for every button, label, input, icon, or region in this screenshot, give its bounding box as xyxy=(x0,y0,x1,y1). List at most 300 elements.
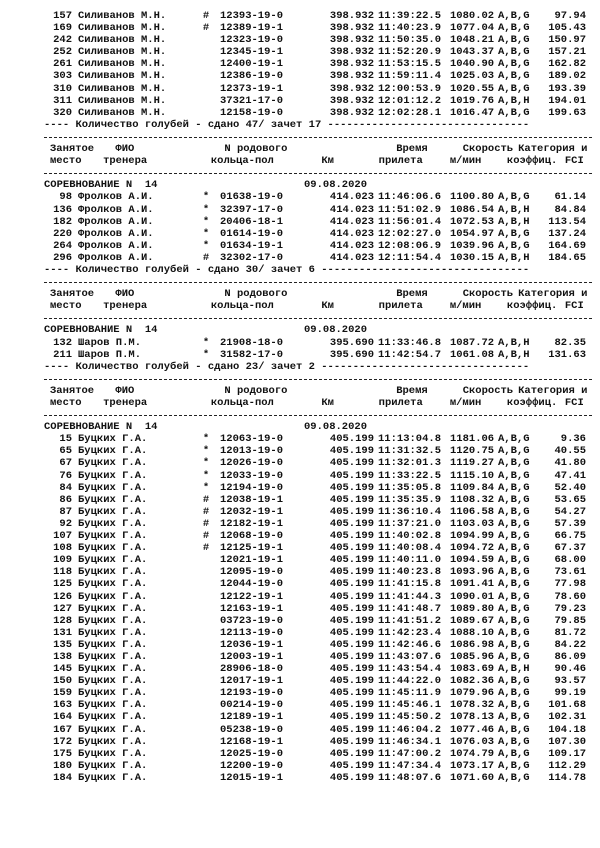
place: 107 xyxy=(53,530,72,543)
distance-km: 405.199 xyxy=(329,699,374,712)
column-header-line-1 xyxy=(44,143,592,155)
mark: # xyxy=(202,530,210,543)
arrival-time: 11:37:21.0 xyxy=(378,517,442,530)
category: A,B,G xyxy=(498,445,530,458)
ring-number: 12015-19-1 xyxy=(220,771,284,784)
speed: 1108.32 xyxy=(450,493,495,506)
distance-km: 414.023 xyxy=(329,227,374,240)
category: A,B,H xyxy=(498,215,530,228)
ring-number: 12122-19-1 xyxy=(220,590,284,603)
header-label: кольца-пол xyxy=(210,397,274,409)
ring-number: 12168-19-1 xyxy=(220,735,284,748)
coefficient: 193.39 xyxy=(548,82,586,95)
coefficient: 107.30 xyxy=(548,735,586,748)
place: 252 xyxy=(53,46,72,59)
header-label: Скорость xyxy=(462,143,514,156)
speed: 1181.06 xyxy=(450,433,495,446)
results-document xyxy=(44,10,592,784)
place: 303 xyxy=(53,70,72,83)
place: 132 xyxy=(53,336,72,349)
coefficient: 97.94 xyxy=(554,10,586,22)
arrival-time: 11:45:50.2 xyxy=(378,711,442,724)
speed: 1088.10 xyxy=(450,626,495,639)
table-row xyxy=(44,433,592,445)
distance-km: 398.932 xyxy=(329,34,374,47)
arrival-time: 12:01:12.2 xyxy=(378,94,442,107)
count-summary: ---- Количество голубей - сдано 47/ зачет 17 -------------------------------- xyxy=(44,118,530,131)
trainer-name: Буцких Г.А. xyxy=(78,675,148,688)
ring-number: 32397-17-0 xyxy=(220,203,284,216)
speed: 1090.01 xyxy=(450,590,495,603)
category: A,B,G xyxy=(498,566,530,579)
distance-km: 405.199 xyxy=(329,542,374,555)
ring-number: 12163-19-1 xyxy=(220,602,284,615)
dashed-rule xyxy=(44,131,592,143)
distance-km: 405.199 xyxy=(329,735,374,748)
arrival-time: 11:41:51.2 xyxy=(378,614,442,627)
category: A,B,G xyxy=(498,747,530,760)
mark xyxy=(196,83,216,95)
table-row xyxy=(44,566,592,578)
mark: # xyxy=(202,542,210,555)
trainer-name: Силиванов М.Н. xyxy=(78,106,167,119)
trainer-name: Буцких Г.А. xyxy=(78,493,148,506)
table-row xyxy=(44,470,592,482)
coefficient: 66.75 xyxy=(554,530,586,543)
speed: 1020.55 xyxy=(450,82,495,95)
trainer-name: Буцких Г.А. xyxy=(78,699,148,712)
header-label: Время xyxy=(396,143,428,156)
trainer-name: Фролков А.И. xyxy=(78,215,154,228)
table-row xyxy=(44,204,592,216)
table-row xyxy=(44,34,592,46)
table-row xyxy=(44,95,592,107)
speed: 1025.03 xyxy=(450,70,495,83)
trainer-name: Буцких Г.А. xyxy=(78,566,148,579)
arrival-time: 11:41:15.8 xyxy=(378,578,442,591)
trainer-name: Фролков А.И. xyxy=(78,239,154,252)
distance-km: 398.932 xyxy=(329,22,374,35)
arrival-time: 11:46:34.1 xyxy=(378,735,442,748)
mark: * xyxy=(202,227,210,240)
arrival-time: 11:35:05.8 xyxy=(378,481,442,494)
table-row xyxy=(44,22,592,34)
trainer-name: Буцких Г.А. xyxy=(78,578,148,591)
place: 92 xyxy=(59,517,72,530)
coefficient: 86.09 xyxy=(554,650,586,663)
coefficient: 164.69 xyxy=(548,239,586,252)
coefficient: 157.21 xyxy=(548,46,586,59)
speed: 1120.75 xyxy=(450,445,495,458)
place: 311 xyxy=(53,94,72,107)
table-row xyxy=(44,518,592,530)
ring-number: 12400-19-1 xyxy=(220,58,284,71)
distance-km: 405.199 xyxy=(329,530,374,543)
trainer-name: Буцких Г.А. xyxy=(78,602,148,615)
coefficient: 61.14 xyxy=(554,191,586,204)
table-row xyxy=(44,736,592,748)
speed: 1085.96 xyxy=(450,650,495,663)
ring-number: 12373-19-1 xyxy=(220,82,284,95)
arrival-time: 11:51:02.9 xyxy=(378,203,442,216)
table-row xyxy=(44,615,592,627)
category: A,B,G xyxy=(498,759,530,772)
coefficient: 114.78 xyxy=(548,771,586,784)
table-row xyxy=(44,639,592,651)
ring-number: 01614-19-0 xyxy=(220,227,284,240)
coefficient: 47.41 xyxy=(554,469,586,482)
category: A,B,H xyxy=(498,203,530,216)
header-label: коэффиц. xyxy=(506,155,558,168)
speed: 1089.67 xyxy=(450,614,495,627)
trainer-name: Силиванов М.Н. xyxy=(78,10,167,22)
category: A,B,G xyxy=(498,239,530,252)
speed: 1093.96 xyxy=(450,566,495,579)
arrival-time: 11:36:10.4 xyxy=(378,505,442,518)
header-label: Категория и xyxy=(518,384,588,397)
trainer-name: Силиванов М.Н. xyxy=(78,94,167,107)
distance-km: 405.199 xyxy=(329,457,374,470)
distance-km: 405.199 xyxy=(329,469,374,482)
header-label: место xyxy=(50,300,82,313)
mark xyxy=(196,699,216,711)
mark xyxy=(196,34,216,46)
distance-km: 405.199 xyxy=(329,578,374,591)
distance-km: 405.199 xyxy=(329,663,374,676)
mark xyxy=(196,554,216,566)
distance-km: 398.932 xyxy=(329,46,374,59)
category: A,B,G xyxy=(498,191,530,204)
mark: # xyxy=(202,517,210,530)
ring-number: 12194-19-0 xyxy=(220,481,284,494)
category: A,B,G xyxy=(498,723,530,736)
coefficient: 102.31 xyxy=(548,711,586,724)
trainer-name: Буцких Г.А. xyxy=(78,747,148,760)
column-header-line-1 xyxy=(44,288,592,300)
place: 118 xyxy=(53,566,72,579)
ring-number: 12044-19-0 xyxy=(220,578,284,591)
arrival-time: 11:47:34.4 xyxy=(378,759,442,772)
coefficient: 101.68 xyxy=(548,699,586,712)
category: A,B,G xyxy=(498,675,530,688)
mark: # xyxy=(202,251,210,264)
ring-number: 12013-19-0 xyxy=(220,445,284,458)
coefficient: 73.61 xyxy=(554,566,586,579)
coefficient: 90.46 xyxy=(554,663,586,676)
category: A,B,G xyxy=(498,542,530,555)
competition-date: 09.08.2020 xyxy=(304,421,368,434)
distance-km: 398.932 xyxy=(329,70,374,83)
header-label: тренера xyxy=(103,155,148,168)
table-row xyxy=(44,337,592,349)
coefficient: 184.65 xyxy=(548,251,586,264)
category: A,B,G xyxy=(498,554,530,567)
mark xyxy=(196,566,216,578)
ring-number: 20406-18-1 xyxy=(220,215,284,228)
coefficient: 57.39 xyxy=(554,517,586,530)
trainer-name: Фролков А.И. xyxy=(78,191,154,204)
category: A,B,G xyxy=(498,10,530,22)
header-label: Занятое xyxy=(50,288,95,301)
header-label: Категория и xyxy=(518,288,588,301)
category: A,B,G xyxy=(498,493,530,506)
header-label: коэффиц. xyxy=(506,397,558,409)
mark xyxy=(196,687,216,699)
trainer-name: Буцких Г.А. xyxy=(78,650,148,663)
table-row xyxy=(44,46,592,58)
header-label: кольца-пол xyxy=(210,300,274,313)
place: 169 xyxy=(53,22,72,35)
distance-km: 414.023 xyxy=(329,215,374,228)
trainer-name: Силиванов М.Н. xyxy=(78,46,167,59)
mark: * xyxy=(202,348,210,361)
speed: 1109.84 xyxy=(450,481,495,494)
category: A,B,G xyxy=(498,517,530,530)
mark xyxy=(196,651,216,663)
ring-number: 12345-19-1 xyxy=(220,46,284,59)
arrival-time: 11:46:04.2 xyxy=(378,723,442,736)
trainer-name: Буцких Г.А. xyxy=(78,735,148,748)
place: 175 xyxy=(53,747,72,760)
dashed-rule xyxy=(44,373,592,385)
speed: 1094.59 xyxy=(450,554,495,567)
coefficient: 131.63 xyxy=(548,348,586,361)
mark xyxy=(196,639,216,651)
arrival-time: 12:02:27.0 xyxy=(378,227,442,240)
ring-number: 12386-19-0 xyxy=(220,70,284,83)
competition-date: 09.08.2020 xyxy=(304,179,368,192)
header-label: ФИО xyxy=(115,143,135,156)
coefficient: 112.29 xyxy=(548,759,586,772)
table-row xyxy=(44,228,592,240)
distance-km: 398.932 xyxy=(329,94,374,107)
category: A,B,G xyxy=(498,34,530,47)
category: A,B,G xyxy=(498,614,530,627)
header-label: коэффиц. xyxy=(506,300,558,313)
place: 167 xyxy=(53,723,72,736)
place: 211 xyxy=(53,348,72,361)
speed: 1078.32 xyxy=(450,699,495,712)
trainer-name: Буцких Г.А. xyxy=(78,554,148,567)
ring-number: 12200-19-0 xyxy=(220,759,284,772)
trainer-name: Силиванов М.Н. xyxy=(78,82,167,95)
dashed-rule xyxy=(44,276,592,288)
distance-km: 405.199 xyxy=(329,433,374,446)
speed: 1076.03 xyxy=(450,735,495,748)
place: 135 xyxy=(53,638,72,651)
competition-date: 09.08.2020 xyxy=(304,324,368,337)
distance-km: 405.199 xyxy=(329,566,374,579)
place: 264 xyxy=(53,239,72,252)
trainer-name: Буцких Г.А. xyxy=(78,663,148,676)
column-header xyxy=(44,143,592,167)
table-row xyxy=(44,83,592,95)
mark xyxy=(196,578,216,590)
column-header-line-2 xyxy=(44,300,592,312)
ring-number: 21908-18-0 xyxy=(220,336,284,349)
table-row xyxy=(44,675,592,687)
arrival-time: 11:40:23.8 xyxy=(378,566,442,579)
category: A,B,G xyxy=(498,699,530,712)
mark xyxy=(196,736,216,748)
header-label: Категория и xyxy=(518,143,588,156)
header-label: FCI xyxy=(564,397,584,409)
category: A,B,G xyxy=(498,505,530,518)
coefficient: 104.18 xyxy=(548,723,586,736)
mark xyxy=(196,675,216,687)
speed: 1087.72 xyxy=(450,336,495,349)
arrival-time: 11:13:04.8 xyxy=(378,433,442,446)
coefficient: 81.72 xyxy=(554,626,586,639)
mark: * xyxy=(202,191,210,204)
coefficient: 194.01 xyxy=(548,94,586,107)
coefficient: 84.84 xyxy=(554,203,586,216)
mark xyxy=(196,107,216,119)
trainer-name: Буцких Г.А. xyxy=(78,638,148,651)
place: 136 xyxy=(53,203,72,216)
coefficient: 68.00 xyxy=(554,554,586,567)
trainer-name: Фролков А.И. xyxy=(78,227,154,240)
table-row xyxy=(44,711,592,723)
arrival-time: 11:56:01.4 xyxy=(378,215,442,228)
speed: 1074.79 xyxy=(450,747,495,760)
ring-number: 01638-19-0 xyxy=(220,191,284,204)
column-header xyxy=(44,385,592,409)
place: 296 xyxy=(53,251,72,264)
arrival-time: 12:08:06.9 xyxy=(378,239,442,252)
mark xyxy=(196,663,216,675)
place: 131 xyxy=(53,626,72,639)
table-row xyxy=(44,58,592,70)
category: A,B,G xyxy=(498,227,530,240)
table-row xyxy=(44,591,592,603)
table-row xyxy=(44,651,592,663)
coefficient: 162.82 xyxy=(548,58,586,71)
place: 84 xyxy=(59,481,72,494)
table-row xyxy=(44,530,592,542)
category: A,B,G xyxy=(498,771,530,784)
header-label: тренера xyxy=(103,300,148,313)
speed: 1048.21 xyxy=(450,34,495,47)
place: 172 xyxy=(53,735,72,748)
distance-km: 414.023 xyxy=(329,251,374,264)
distance-km: 405.199 xyxy=(329,493,374,506)
trainer-name: Силиванов М.Н. xyxy=(78,34,167,47)
mark xyxy=(196,711,216,723)
arrival-time: 11:53:15.5 xyxy=(378,58,442,71)
place: 261 xyxy=(53,58,72,71)
table-row xyxy=(44,663,592,675)
mark: * xyxy=(202,481,210,494)
column-header xyxy=(44,288,592,312)
speed: 1043.37 xyxy=(450,46,495,59)
trainer-name: Буцких Г.А. xyxy=(78,759,148,772)
mark xyxy=(196,603,216,615)
ring-number: 12033-19-0 xyxy=(220,469,284,482)
arrival-time: 11:52:20.9 xyxy=(378,46,442,59)
ring-number: 12025-19-0 xyxy=(220,747,284,760)
arrival-time: 11:32:01.3 xyxy=(378,457,442,470)
distance-km: 405.199 xyxy=(329,505,374,518)
speed: 1083.69 xyxy=(450,663,495,676)
coefficient: 109.17 xyxy=(548,747,586,760)
header-label: Км xyxy=(321,155,334,168)
table-row xyxy=(44,349,592,361)
ring-number: 12113-19-0 xyxy=(220,626,284,639)
ring-number: 12036-19-1 xyxy=(220,638,284,651)
table-row xyxy=(44,603,592,615)
table-row xyxy=(44,482,592,494)
coefficient: 40.55 xyxy=(554,445,586,458)
category: A,B,G xyxy=(498,530,530,543)
ring-number: 12125-19-1 xyxy=(220,542,284,555)
trainer-name: Буцких Г.А. xyxy=(78,530,148,543)
ring-number: 05238-19-0 xyxy=(220,723,284,736)
coefficient: 113.54 xyxy=(548,215,586,228)
ring-number: 12026-19-0 xyxy=(220,457,284,470)
mark xyxy=(196,748,216,760)
ring-number: 00214-19-0 xyxy=(220,699,284,712)
category: A,B,G xyxy=(498,70,530,83)
coefficient: 67.37 xyxy=(554,542,586,555)
mark: # xyxy=(202,10,210,22)
distance-km: 405.199 xyxy=(329,759,374,772)
arrival-time: 11:40:08.4 xyxy=(378,542,442,555)
place: 320 xyxy=(53,106,72,119)
dashed-rule xyxy=(44,167,592,179)
distance-km: 398.932 xyxy=(329,106,374,119)
table-row xyxy=(44,107,592,119)
ring-number: 12063-19-0 xyxy=(220,433,284,446)
trainer-name: Буцких Г.А. xyxy=(78,771,148,784)
header-label: прилета xyxy=(378,397,423,409)
dashed-rule xyxy=(44,409,592,421)
place: 182 xyxy=(53,215,72,228)
category: A,B,H xyxy=(498,336,530,349)
speed: 1078.13 xyxy=(450,711,495,724)
mark: # xyxy=(202,22,210,35)
place: 67 xyxy=(59,457,72,470)
place: 65 xyxy=(59,445,72,458)
ring-number: 12189-19-1 xyxy=(220,711,284,724)
speed: 1080.02 xyxy=(450,10,495,22)
coefficient: 9.36 xyxy=(560,433,586,446)
header-label: FCI xyxy=(564,155,584,168)
arrival-time: 11:42:46.6 xyxy=(378,638,442,651)
arrival-time: 11:33:46.8 xyxy=(378,336,442,349)
trainer-name: Фролков А.И. xyxy=(78,203,154,216)
coefficient: 54.27 xyxy=(554,505,586,518)
header-label: Км xyxy=(321,397,334,409)
distance-km: 405.199 xyxy=(329,445,374,458)
header-label: Время xyxy=(396,384,428,397)
distance-km: 405.199 xyxy=(329,626,374,639)
mark: * xyxy=(202,215,210,228)
coefficient: 79.85 xyxy=(554,614,586,627)
column-header-line-2 xyxy=(44,397,592,409)
ring-number: 12003-19-1 xyxy=(220,650,284,663)
coefficient: 77.98 xyxy=(554,578,586,591)
header-label: место xyxy=(50,397,82,409)
speed: 1091.41 xyxy=(450,578,495,591)
ring-number: 31582-17-0 xyxy=(220,348,284,361)
mark xyxy=(196,627,216,639)
arrival-time: 11:40:23.9 xyxy=(378,22,442,35)
mark xyxy=(196,772,216,784)
distance-km: 414.023 xyxy=(329,191,374,204)
speed: 1030.15 xyxy=(450,251,495,264)
header-label: ФИО xyxy=(115,384,135,397)
